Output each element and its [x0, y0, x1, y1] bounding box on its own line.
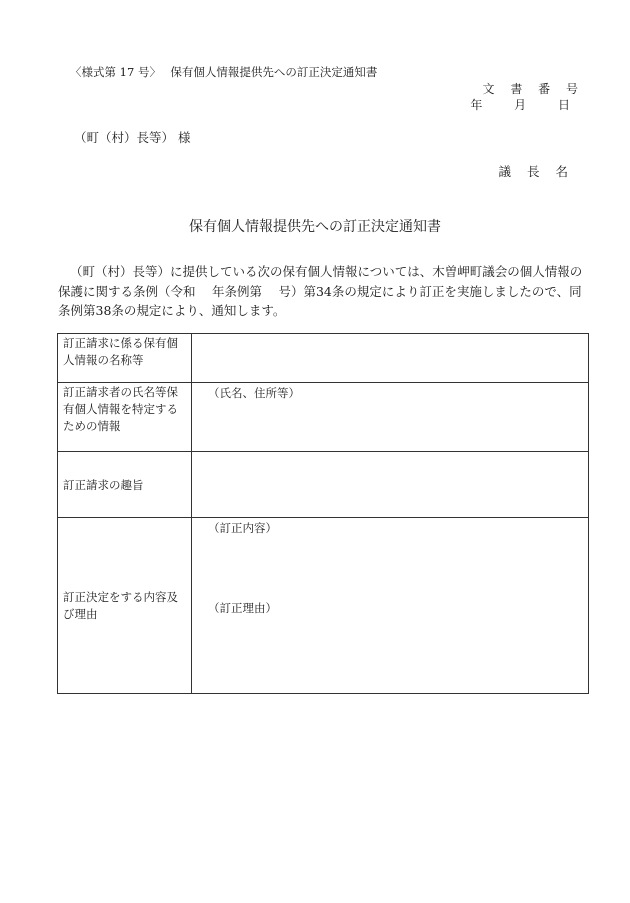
row-label-decision: 訂正決定をする内容及び理由	[58, 518, 192, 694]
row-label-request-purpose: 訂正請求の趣旨	[58, 452, 192, 518]
row-label-info-name: 訂正請求に係る保有個人情報の名称等	[58, 334, 192, 383]
sender-name: 議 長 名	[498, 164, 574, 179]
table-row	[58, 452, 589, 518]
document-number-label: 文 書 番 号	[482, 82, 584, 96]
body-paragraph: （町（村）長等）に提供している次の保有個人情報については、木曽岬町議会の個人情報の保護に関する条例（令和 年条例第 号）第34条の規定により訂正を実施しましたので、同条例第38条の規定により、通知します。	[58, 264, 583, 318]
document-title: 保有個人情報提供先への訂正決定通知書	[189, 219, 441, 235]
table-row	[58, 334, 589, 383]
correction-content-label: （訂正内容）	[208, 521, 277, 535]
form-number: 〈様式第 17 号〉 保有個人情報提供先への訂正決定通知書	[70, 65, 378, 79]
correction-reason-label: （訂正理由）	[208, 601, 277, 615]
notice-table	[57, 333, 589, 694]
row-value-request-purpose	[192, 452, 589, 518]
row-label-requester: 訂正請求者の氏名等保有個人情報を特定するための情報	[58, 383, 192, 452]
table-row	[58, 518, 589, 694]
row-value-info-name	[192, 334, 589, 383]
row-value-requester: （氏名、住所等）	[192, 383, 589, 452]
addressee: （町（村）長等） 様	[74, 130, 191, 145]
table-row	[58, 383, 589, 452]
date-label: 年 月 日	[470, 98, 584, 112]
row-value-decision	[192, 518, 589, 694]
